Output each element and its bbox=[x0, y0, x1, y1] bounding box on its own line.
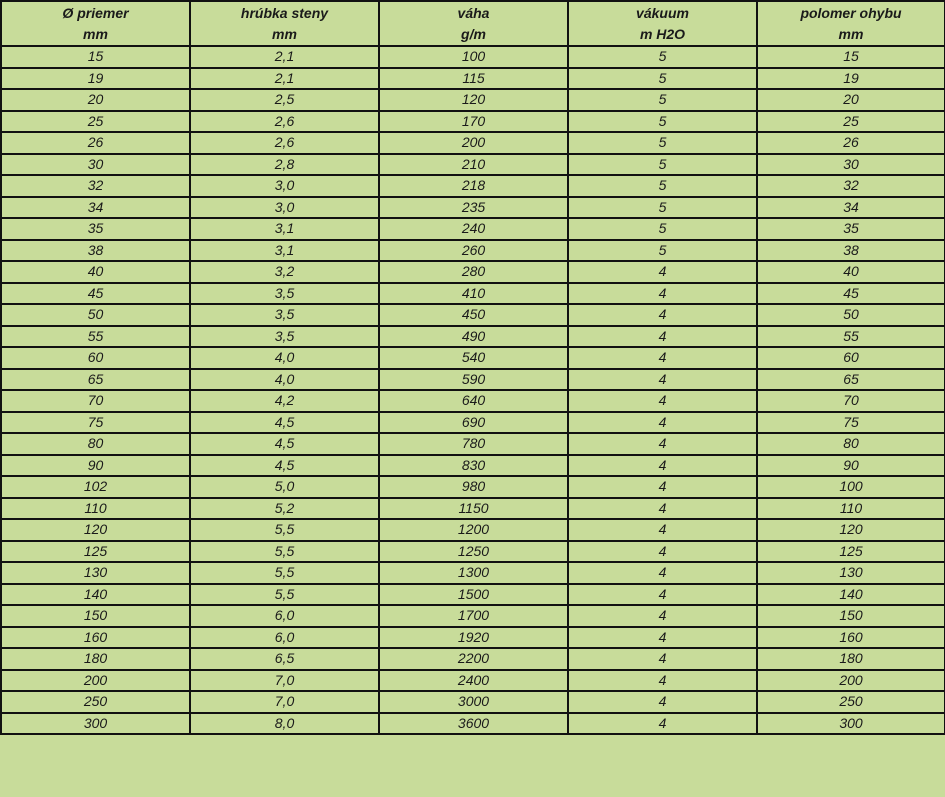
cell-wall-thickness: 7,0 bbox=[190, 670, 379, 692]
cell-diameter: 160 bbox=[1, 627, 190, 649]
cell-bend-radius: 200 bbox=[757, 670, 945, 692]
cell-bend-radius: 160 bbox=[757, 627, 945, 649]
cell-vacuum: 5 bbox=[568, 68, 757, 90]
table-row bbox=[1, 326, 945, 348]
cell-bend-radius: 140 bbox=[757, 584, 945, 606]
cell-diameter: 180 bbox=[1, 648, 190, 670]
cell-diameter: 250 bbox=[1, 691, 190, 713]
header-bend-radius bbox=[757, 1, 945, 46]
cell-diameter: 110 bbox=[1, 498, 190, 520]
table-row bbox=[1, 691, 945, 713]
cell-vacuum: 4 bbox=[568, 519, 757, 541]
table-row bbox=[1, 369, 945, 391]
cell-vacuum: 4 bbox=[568, 347, 757, 369]
cell-bend-radius: 150 bbox=[757, 605, 945, 627]
cell-diameter: 55 bbox=[1, 326, 190, 348]
table-row bbox=[1, 283, 945, 305]
cell-wall-thickness: 5,5 bbox=[190, 562, 379, 584]
table-row bbox=[1, 218, 945, 240]
cell-bend-radius: 50 bbox=[757, 304, 945, 326]
cell-bend-radius: 80 bbox=[757, 433, 945, 455]
cell-wall-thickness: 2,1 bbox=[190, 68, 379, 90]
cell-weight: 1920 bbox=[379, 627, 568, 649]
cell-weight: 210 bbox=[379, 154, 568, 176]
cell-wall-thickness: 4,5 bbox=[190, 412, 379, 434]
cell-vacuum: 4 bbox=[568, 390, 757, 412]
cell-vacuum: 5 bbox=[568, 154, 757, 176]
header-wall-thickness-label: hrúbka steny bbox=[240, 4, 329, 21]
cell-weight: 100 bbox=[379, 46, 568, 68]
cell-bend-radius: 40 bbox=[757, 261, 945, 283]
cell-vacuum: 4 bbox=[568, 369, 757, 391]
cell-diameter: 32 bbox=[1, 175, 190, 197]
cell-bend-radius: 65 bbox=[757, 369, 945, 391]
cell-weight: 115 bbox=[379, 68, 568, 90]
cell-wall-thickness: 4,0 bbox=[190, 347, 379, 369]
cell-diameter: 45 bbox=[1, 283, 190, 305]
table-row bbox=[1, 519, 945, 541]
cell-diameter: 80 bbox=[1, 433, 190, 455]
cell-weight: 170 bbox=[379, 111, 568, 133]
cell-bend-radius: 30 bbox=[757, 154, 945, 176]
cell-diameter: 15 bbox=[1, 46, 190, 68]
table-header-row bbox=[1, 1, 945, 46]
cell-weight: 780 bbox=[379, 433, 568, 455]
cell-diameter: 40 bbox=[1, 261, 190, 283]
cell-vacuum: 4 bbox=[568, 261, 757, 283]
cell-bend-radius: 45 bbox=[757, 283, 945, 305]
cell-wall-thickness: 2,8 bbox=[190, 154, 379, 176]
table-row bbox=[1, 412, 945, 434]
cell-weight: 1500 bbox=[379, 584, 568, 606]
table-row bbox=[1, 562, 945, 584]
cell-vacuum: 5 bbox=[568, 175, 757, 197]
cell-diameter: 102 bbox=[1, 476, 190, 498]
cell-wall-thickness: 5,5 bbox=[190, 541, 379, 563]
cell-wall-thickness: 7,0 bbox=[190, 691, 379, 713]
cell-vacuum: 5 bbox=[568, 89, 757, 111]
cell-bend-radius: 34 bbox=[757, 197, 945, 219]
cell-wall-thickness: 3,0 bbox=[190, 197, 379, 219]
cell-diameter: 65 bbox=[1, 369, 190, 391]
table-row bbox=[1, 605, 945, 627]
cell-vacuum: 5 bbox=[568, 46, 757, 68]
cell-bend-radius: 250 bbox=[757, 691, 945, 713]
table-row bbox=[1, 175, 945, 197]
cell-wall-thickness: 5,5 bbox=[190, 519, 379, 541]
table-row bbox=[1, 627, 945, 649]
header-vacuum-unit: m H2O bbox=[639, 25, 686, 42]
cell-bend-radius: 300 bbox=[757, 713, 945, 735]
cell-weight: 235 bbox=[379, 197, 568, 219]
table-row bbox=[1, 584, 945, 606]
cell-wall-thickness: 8,0 bbox=[190, 713, 379, 735]
cell-wall-thickness: 3,5 bbox=[190, 326, 379, 348]
table-row bbox=[1, 68, 945, 90]
table-row bbox=[1, 132, 945, 154]
header-diameter bbox=[1, 1, 190, 46]
cell-diameter: 120 bbox=[1, 519, 190, 541]
cell-bend-radius: 110 bbox=[757, 498, 945, 520]
table-row bbox=[1, 390, 945, 412]
cell-wall-thickness: 4,5 bbox=[190, 433, 379, 455]
cell-bend-radius: 75 bbox=[757, 412, 945, 434]
cell-bend-radius: 130 bbox=[757, 562, 945, 584]
cell-wall-thickness: 5,0 bbox=[190, 476, 379, 498]
table-row bbox=[1, 455, 945, 477]
cell-weight: 3000 bbox=[379, 691, 568, 713]
cell-vacuum: 4 bbox=[568, 455, 757, 477]
cell-bend-radius: 55 bbox=[757, 326, 945, 348]
cell-diameter: 140 bbox=[1, 584, 190, 606]
cell-wall-thickness: 5,2 bbox=[190, 498, 379, 520]
cell-weight: 690 bbox=[379, 412, 568, 434]
cell-wall-thickness: 3,5 bbox=[190, 304, 379, 326]
header-vacuum bbox=[568, 1, 757, 46]
cell-bend-radius: 32 bbox=[757, 175, 945, 197]
cell-weight: 218 bbox=[379, 175, 568, 197]
cell-weight: 2200 bbox=[379, 648, 568, 670]
cell-weight: 1300 bbox=[379, 562, 568, 584]
cell-weight: 1250 bbox=[379, 541, 568, 563]
header-diameter-unit: mm bbox=[83, 25, 108, 42]
header-weight-unit: g/m bbox=[461, 25, 486, 42]
cell-vacuum: 5 bbox=[568, 240, 757, 262]
header-weight-label: váha bbox=[457, 4, 490, 21]
table-row bbox=[1, 154, 945, 176]
cell-vacuum: 4 bbox=[568, 412, 757, 434]
cell-bend-radius: 90 bbox=[757, 455, 945, 477]
table-row bbox=[1, 261, 945, 283]
cell-diameter: 75 bbox=[1, 412, 190, 434]
cell-weight: 830 bbox=[379, 455, 568, 477]
header-vacuum-label: vákuum bbox=[636, 4, 689, 21]
cell-wall-thickness: 6,0 bbox=[190, 605, 379, 627]
header-bend-radius-label: polomer ohybu bbox=[800, 4, 902, 21]
cell-wall-thickness: 3,5 bbox=[190, 283, 379, 305]
cell-vacuum: 4 bbox=[568, 283, 757, 305]
cell-vacuum: 4 bbox=[568, 691, 757, 713]
cell-diameter: 125 bbox=[1, 541, 190, 563]
cell-vacuum: 4 bbox=[568, 627, 757, 649]
cell-bend-radius: 19 bbox=[757, 68, 945, 90]
cell-weight: 590 bbox=[379, 369, 568, 391]
cell-weight: 280 bbox=[379, 261, 568, 283]
cell-wall-thickness: 2,5 bbox=[190, 89, 379, 111]
cell-vacuum: 4 bbox=[568, 670, 757, 692]
cell-weight: 640 bbox=[379, 390, 568, 412]
cell-wall-thickness: 4,5 bbox=[190, 455, 379, 477]
cell-wall-thickness: 3,0 bbox=[190, 175, 379, 197]
table-body bbox=[1, 46, 945, 734]
cell-bend-radius: 60 bbox=[757, 347, 945, 369]
cell-wall-thickness: 2,1 bbox=[190, 46, 379, 68]
cell-diameter: 38 bbox=[1, 240, 190, 262]
cell-vacuum: 4 bbox=[568, 476, 757, 498]
table-row bbox=[1, 347, 945, 369]
cell-diameter: 50 bbox=[1, 304, 190, 326]
cell-wall-thickness: 3,1 bbox=[190, 218, 379, 240]
cell-vacuum: 4 bbox=[568, 648, 757, 670]
cell-bend-radius: 26 bbox=[757, 132, 945, 154]
cell-weight: 1200 bbox=[379, 519, 568, 541]
header-wall-thickness bbox=[190, 1, 379, 46]
cell-weight: 200 bbox=[379, 132, 568, 154]
cell-weight: 120 bbox=[379, 89, 568, 111]
cell-vacuum: 4 bbox=[568, 433, 757, 455]
cell-bend-radius: 38 bbox=[757, 240, 945, 262]
cell-diameter: 90 bbox=[1, 455, 190, 477]
cell-diameter: 70 bbox=[1, 390, 190, 412]
cell-bend-radius: 35 bbox=[757, 218, 945, 240]
cell-wall-thickness: 3,2 bbox=[190, 261, 379, 283]
cell-vacuum: 4 bbox=[568, 584, 757, 606]
cell-bend-radius: 100 bbox=[757, 476, 945, 498]
cell-diameter: 200 bbox=[1, 670, 190, 692]
cell-diameter: 19 bbox=[1, 68, 190, 90]
cell-wall-thickness: 6,5 bbox=[190, 648, 379, 670]
cell-diameter: 26 bbox=[1, 132, 190, 154]
header-weight bbox=[379, 1, 568, 46]
cell-vacuum: 5 bbox=[568, 218, 757, 240]
header-bend-radius-unit: mm bbox=[838, 25, 864, 42]
cell-bend-radius: 125 bbox=[757, 541, 945, 563]
cell-vacuum: 4 bbox=[568, 562, 757, 584]
cell-weight: 1700 bbox=[379, 605, 568, 627]
cell-diameter: 130 bbox=[1, 562, 190, 584]
cell-bend-radius: 180 bbox=[757, 648, 945, 670]
cell-vacuum: 4 bbox=[568, 541, 757, 563]
table-row bbox=[1, 197, 945, 219]
header-wall-thickness-unit: mm bbox=[272, 25, 297, 42]
cell-vacuum: 5 bbox=[568, 111, 757, 133]
table-row bbox=[1, 46, 945, 68]
header-diameter-label: Ø priemer bbox=[62, 4, 129, 21]
table-row bbox=[1, 713, 945, 735]
table-row bbox=[1, 476, 945, 498]
cell-bend-radius: 20 bbox=[757, 89, 945, 111]
cell-bend-radius: 25 bbox=[757, 111, 945, 133]
cell-wall-thickness: 4,2 bbox=[190, 390, 379, 412]
cell-vacuum: 5 bbox=[568, 132, 757, 154]
cell-weight: 410 bbox=[379, 283, 568, 305]
cell-diameter: 20 bbox=[1, 89, 190, 111]
cell-vacuum: 4 bbox=[568, 304, 757, 326]
cell-diameter: 25 bbox=[1, 111, 190, 133]
cell-weight: 540 bbox=[379, 347, 568, 369]
cell-bend-radius: 70 bbox=[757, 390, 945, 412]
cell-vacuum: 4 bbox=[568, 605, 757, 627]
cell-diameter: 300 bbox=[1, 713, 190, 735]
table-row bbox=[1, 433, 945, 455]
table-row bbox=[1, 648, 945, 670]
table-row bbox=[1, 541, 945, 563]
cell-diameter: 34 bbox=[1, 197, 190, 219]
table-row bbox=[1, 670, 945, 692]
cell-weight: 490 bbox=[379, 326, 568, 348]
cell-weight: 260 bbox=[379, 240, 568, 262]
table-row bbox=[1, 240, 945, 262]
table-row bbox=[1, 498, 945, 520]
cell-bend-radius: 15 bbox=[757, 46, 945, 68]
cell-diameter: 60 bbox=[1, 347, 190, 369]
cell-wall-thickness: 5,5 bbox=[190, 584, 379, 606]
table-row bbox=[1, 111, 945, 133]
cell-diameter: 35 bbox=[1, 218, 190, 240]
cell-diameter: 30 bbox=[1, 154, 190, 176]
cell-wall-thickness: 6,0 bbox=[190, 627, 379, 649]
cell-wall-thickness: 3,1 bbox=[190, 240, 379, 262]
cell-vacuum: 4 bbox=[568, 498, 757, 520]
cell-wall-thickness: 2,6 bbox=[190, 132, 379, 154]
cell-diameter: 150 bbox=[1, 605, 190, 627]
cell-bend-radius: 120 bbox=[757, 519, 945, 541]
cell-weight: 980 bbox=[379, 476, 568, 498]
cell-wall-thickness: 2,6 bbox=[190, 111, 379, 133]
cell-weight: 1150 bbox=[379, 498, 568, 520]
cell-weight: 450 bbox=[379, 304, 568, 326]
cell-weight: 3600 bbox=[379, 713, 568, 735]
cell-vacuum: 4 bbox=[568, 713, 757, 735]
cell-wall-thickness: 4,0 bbox=[190, 369, 379, 391]
table-row bbox=[1, 89, 945, 111]
table-row bbox=[1, 304, 945, 326]
cell-weight: 2400 bbox=[379, 670, 568, 692]
cell-weight: 240 bbox=[379, 218, 568, 240]
cell-vacuum: 5 bbox=[568, 197, 757, 219]
cell-vacuum: 4 bbox=[568, 326, 757, 348]
